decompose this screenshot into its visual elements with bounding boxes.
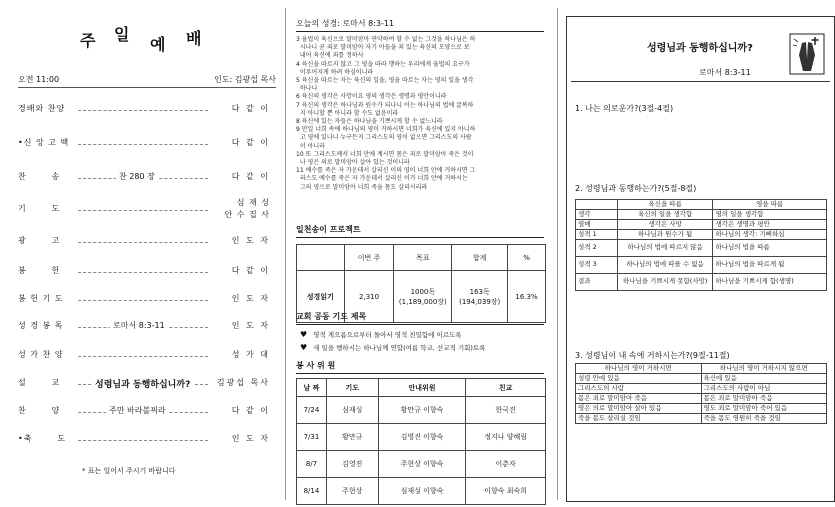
service-cell: 황만규 <box>326 424 378 451</box>
order-detail: 로마서 8:3-11 <box>110 320 168 331</box>
order-person: 인 도 자 <box>231 434 270 443</box>
flesh-spirit-table <box>575 199 827 291</box>
prayer-item: ♥ 영적 게으름으로부터 돌아서 영적 친밀함에 이르도록 <box>300 330 462 339</box>
service-row <box>297 451 546 478</box>
verse-line: 고 영에 있나니 누구든지 그리스도의 영이 없으면 그리스도의 사람 <box>296 134 472 142</box>
project-heading: 일천송이 프로젝트 <box>296 224 544 238</box>
t3-row <box>576 404 827 414</box>
order-row <box>18 320 270 336</box>
order-label: 설 교 <box>18 378 61 387</box>
sermon-title: 성령님과 동행하십니까? <box>647 43 753 54</box>
order-row <box>18 137 270 153</box>
verse-line: 11 예수를 죽은 자 가운데서 살리신 이의 영이 너희 안에 거하시면 그 <box>296 167 476 175</box>
service-header: 날 짜 <box>297 379 327 397</box>
order-person: 다 같 이 <box>231 406 270 415</box>
t2-cell: 하나님을 기쁘시게 못함(사망) <box>617 274 713 291</box>
order-person: 인 도 자 <box>231 236 270 245</box>
order-row <box>18 235 270 251</box>
t2-row <box>576 240 827 257</box>
project-header <box>297 245 345 271</box>
service-cell: 주현상 <box>326 478 378 505</box>
service-cell: 주현상 이향숙 <box>378 451 466 478</box>
order-row <box>18 405 270 421</box>
order-person: 다 같 이 <box>231 138 270 147</box>
order-person: 인 도 자 <box>231 294 270 303</box>
service-cell: 8/14 <box>297 478 327 505</box>
t2-cell: 생각 <box>576 210 618 220</box>
order-dash <box>78 144 208 145</box>
service-header: 친교 <box>466 379 546 397</box>
t3-cell: 하나님의 영이 거하시면 <box>576 364 702 374</box>
standing-note: * 표는 일어서 주시기 바랍니다 <box>82 467 176 475</box>
service-cell: 7/31 <box>297 424 327 451</box>
t3-cell: 그리스도의 사람이 아님 <box>701 384 827 394</box>
t2-cell: 결과 <box>576 274 618 291</box>
t2-cell: 하나님의 법에 따를 수 없음 <box>617 257 713 274</box>
title-char: 배 <box>186 29 202 48</box>
order-dash <box>78 300 208 301</box>
title-divider <box>571 81 830 82</box>
order-row <box>18 171 270 187</box>
verse-line: 6 육신의 생각은 사망이요 영의 생각은 생명과 평안이니라 <box>296 93 447 101</box>
scripture-heading: 오늘의 성경: 로마서 8:3-11 <box>296 18 544 32</box>
prayer-item: ♥ 새 일을 행하시는 하나님께 연합(여름 학교, 선교적 기회)토록 <box>300 343 486 352</box>
t2-row <box>576 274 827 291</box>
t2-header: 영을 따름 <box>713 200 827 210</box>
title-char: 예 <box>150 35 166 54</box>
order-label: 성 경 봉 독 <box>18 321 64 330</box>
order-person: 심 재 싱 안 수 집 사 <box>224 198 270 219</box>
worship-order-panel <box>0 0 284 507</box>
verse-line: 지 아니할 뿐 아니라 할 수도 없음이라 <box>296 109 399 117</box>
service-row <box>297 397 546 424</box>
service-cell: 심재싱 이향숙 <box>378 478 466 505</box>
heart-icon: ♥ <box>300 330 308 339</box>
t3-row <box>576 374 827 384</box>
order-dash <box>78 440 208 441</box>
sermon-panel <box>566 16 835 502</box>
t2-cell: 영의 일을 생각함 <box>713 210 827 220</box>
service-cell: 심재싱 <box>326 397 378 424</box>
service-header: 기도 <box>326 379 378 397</box>
order-label: 찬 송 <box>18 172 61 181</box>
verse-line: 9 만일 너희 속에 하나님의 영이 거하시면 너희가 육신에 있지 아니하 <box>296 126 476 134</box>
t2-row <box>576 220 827 230</box>
verse-line: 내어 육신에 죄를 정하사 <box>296 52 364 60</box>
time-row <box>18 74 276 88</box>
project-percent: 16.3% <box>508 271 546 323</box>
service-cell: 7/24 <box>297 397 327 424</box>
verse-line: 7 육신의 생각은 하나님과 원수가 되나니 이는 하나님의 법에 굴복하 <box>296 101 474 109</box>
project-total: 163독 (194,039장) <box>452 271 508 323</box>
t2-row <box>576 257 827 274</box>
t3-cell: 그리스도의 사람 <box>576 384 702 394</box>
verse-line: 하나니 <box>296 85 318 93</box>
worship-title <box>70 22 220 62</box>
order-dash <box>78 356 208 357</box>
t2-header: 육신을 따름 <box>617 200 713 210</box>
order-row <box>18 433 270 449</box>
order-dash <box>78 210 208 211</box>
order-label: 찬 양 <box>18 406 61 415</box>
t3-cell: 영도 죄로 말미암아 죽어 있음 <box>701 404 827 414</box>
prayer-heading: 교회 공동 기도 제목 <box>296 311 544 325</box>
service-cell: 8/7 <box>297 451 327 478</box>
verse-line: 이루어지게 하려 하심이니라 <box>296 68 374 76</box>
t3-row <box>576 394 827 404</box>
service-row <box>297 424 546 451</box>
order-detail: 성령님과 동행하십니까? <box>92 377 193 390</box>
order-label: 봉 헌 <box>18 266 61 275</box>
t3-cell: 죽을 몸도 영원히 죽을 것임 <box>701 414 827 424</box>
order-dash <box>78 110 208 111</box>
verse-line: 8 육신에 있는 자들은 하나님을 기쁘시게 할 수 없느니라 <box>296 118 443 126</box>
order-person: 인 도 자 <box>231 321 270 330</box>
t2-header <box>576 200 618 210</box>
service-header: 안내위원 <box>378 379 466 397</box>
t2-row <box>576 210 827 220</box>
t3-cell: 몸은 죄로 말미암아 죽음 <box>701 394 827 404</box>
order-person: 김광섭 목사 <box>216 378 270 387</box>
t2-cell: 하나님의 법에 따르지 않음 <box>617 240 713 257</box>
question-3: 3. 성령님이 내 속에 거하시는가?(9절-11절) <box>575 351 730 360</box>
verse-line: 나 영은 의로 말미암아 살아 있는 것이니라 <box>296 159 410 167</box>
title-char: 일 <box>114 25 130 44</box>
question-2: 2. 성령님과 동행하는가?(5절-8절) <box>575 184 697 193</box>
t3-row <box>576 364 827 374</box>
order-row <box>18 198 270 219</box>
t2-cell: 생각은 사망 <box>617 220 713 230</box>
project-header: 이번 주 <box>344 245 394 271</box>
t2-cell: 성격 2 <box>576 240 618 257</box>
t3-row <box>576 414 827 424</box>
t3-cell: 성령 안에 있음 <box>576 374 702 384</box>
order-row <box>18 377 270 393</box>
t2-row <box>576 230 827 240</box>
verse-line: 5 육신을 따르는 자는 육신의 일을, 영을 따르는 자는 영의 일을 생각 <box>296 77 474 85</box>
order-dash <box>78 272 208 273</box>
t3-cell: 하나님의 영이 거하시지 않으면 <box>701 364 827 374</box>
order-detail: 찬 280 장 <box>116 171 158 182</box>
verse-line: 시나니 곧 죄로 말미암아 자기 아들을 죄 있는 육신의 모양으로 보 <box>296 44 470 52</box>
verse-line: 10 또 그리스도께서 너희 안에 계시면 몸은 죄로 말미암아 죽은 것이 <box>296 150 474 158</box>
service-time: 오전 11:00 <box>18 75 60 84</box>
order-row <box>18 265 270 281</box>
order-row <box>18 349 270 365</box>
service-table <box>296 378 546 505</box>
order-label: 성 가 찬 양 <box>18 350 64 359</box>
sermon-reference: 로마서 8:3-11 <box>699 68 751 77</box>
t3-cell: 영은 의로 말미암아 살아 있음 <box>576 404 702 414</box>
project-header: 목표 <box>394 245 452 271</box>
order-row <box>18 103 270 119</box>
service-row <box>297 478 546 505</box>
order-person: 다 같 이 <box>231 172 270 181</box>
service-cell: 김영진 <box>326 451 378 478</box>
order-row <box>18 293 270 309</box>
project-this-week: 2,310 <box>344 271 394 323</box>
service-cell: 이춘자 <box>466 451 546 478</box>
service-cell: 한국진 <box>466 397 546 424</box>
t2-cell: 하나님을 기쁘시게 함(생명) <box>713 274 827 291</box>
t3-cell: 죽을 몸도 살리실 것임 <box>576 414 702 424</box>
t2-cell: 성격 1 <box>576 230 618 240</box>
verse-line: 4 육신을 따르지 않고 그 영을 따라 행하는 우리에게 율법의 요구가 <box>296 60 470 68</box>
service-cell: 황만규 이향숙 <box>378 397 466 424</box>
order-detail: 주만 바라볼찌라 <box>106 405 169 416</box>
order-person: 다 같 이 <box>231 104 270 113</box>
t3-cell: 육신에 있음 <box>701 374 827 384</box>
t2-cell: 하나님의 법을 따름 <box>713 240 827 257</box>
order-label: 기 도 <box>18 204 61 213</box>
verse-line: 리스도 예수를 죽은 자 가운데서 살리신 이가 너희 안에 거하시는 <box>296 175 468 183</box>
t2-cell: 하나님의 법을 따르게 됨 <box>713 257 827 274</box>
order-label: 광 고 <box>18 236 61 245</box>
order-label: •축 도 <box>18 434 66 443</box>
verse-line: 이 아니라 <box>296 142 325 150</box>
page-divider <box>557 8 558 500</box>
service-cell: 정지나 양혜림 <box>466 424 546 451</box>
question-1: 1. 나는 의로운가?(3절-4절) <box>575 104 674 113</box>
info-panel <box>286 0 548 507</box>
order-label: 봉 헌 기 도 <box>18 294 64 303</box>
project-header: 합계 <box>452 245 508 271</box>
t2-cell: 하나님과 원수가 됨 <box>617 230 713 240</box>
service-leader: 인도: 김광섭 목사 <box>214 75 276 84</box>
t2-cell: 육신의 일을 생각함 <box>617 210 713 220</box>
t2-cell: 하나님의 생각: 기뻐하심 <box>713 230 827 240</box>
service-cell: 이향숙 최숙희 <box>466 478 546 505</box>
service-heading: 봉 사 위 원 <box>296 360 544 374</box>
indwelling-table <box>575 363 827 424</box>
praying-hands-icon <box>789 33 825 75</box>
verse-line: 3 율법이 육신으로 말미암아 연약하여 할 수 없는 그것을 하나님은 하 <box>296 36 476 43</box>
project-header: % <box>508 245 546 271</box>
project-goal: 1000독 (1,189,000장) <box>394 271 452 323</box>
order-label: 경배와 찬양 <box>18 104 66 113</box>
order-dash <box>78 242 208 243</box>
verse-line: 그의 영으로 말미암아 너희 죽을 몸도 살리시리라 <box>296 183 428 191</box>
scripture-verses <box>296 36 546 192</box>
service-cell: 김영진 이향숙 <box>378 424 466 451</box>
t2-cell: 생각은 생명과 평안 <box>713 220 827 230</box>
title-char: 주 <box>80 31 96 50</box>
t3-cell: 몸은 죄로 말미암아 죽음 <box>576 394 702 404</box>
order-person: 성 가 대 <box>231 350 270 359</box>
heart-icon: ♥ <box>300 343 308 352</box>
project-row-label: 성경읽기 <box>297 271 345 323</box>
order-person: 다 같 이 <box>231 266 270 275</box>
t3-row <box>576 384 827 394</box>
order-label: •신 앙 고 백 <box>18 138 70 147</box>
t2-cell: 열매 <box>576 220 618 230</box>
t2-cell: 성격 3 <box>576 257 618 274</box>
